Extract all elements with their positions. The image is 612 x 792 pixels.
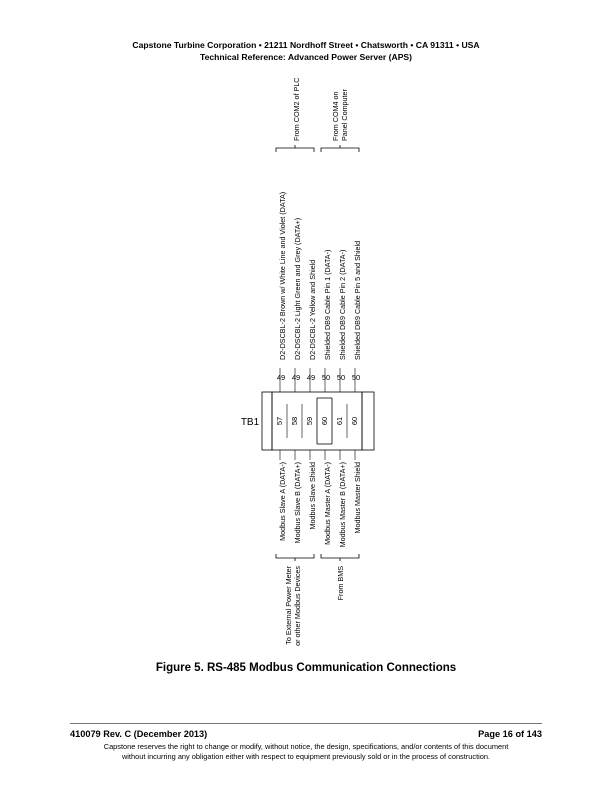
terminal-number: 58 xyxy=(290,416,299,426)
terminal-number: 59 xyxy=(305,416,314,426)
top-group-labels xyxy=(292,77,349,141)
group-label-panel-line2: Panel Computer xyxy=(340,89,349,141)
wire-label: D2-DSCBL-2 Yellow and Shield xyxy=(308,259,317,360)
group-label-bms: From BMS xyxy=(336,566,345,601)
wire-number: 49 xyxy=(276,373,286,382)
top-bracket-plc xyxy=(276,148,314,152)
wire-number: 50 xyxy=(321,373,331,382)
figure-caption: Figure 5. RS-485 Modbus Communication Connections xyxy=(155,662,457,674)
terminal-number: 57 xyxy=(275,416,284,426)
bottom-bracket-external xyxy=(276,554,314,558)
footer-divider xyxy=(70,723,542,724)
wire-number: 50 xyxy=(351,373,361,382)
footer-disclaimer-line1: Capstone reserves the right to change or modify, without notice, the design, specifications, and/or contents of this document xyxy=(103,742,509,751)
wire-numbers xyxy=(277,373,360,382)
terminal-strip-left-cap xyxy=(262,392,272,450)
wire-label: Shielded DB9 Cable Pin 2 (DATA-) xyxy=(338,249,347,360)
terminal-number: 60 xyxy=(320,416,329,426)
bottom-bracket-bms xyxy=(321,554,359,558)
terminal-number: 60 xyxy=(350,416,359,426)
wire-number: 49 xyxy=(306,373,316,382)
wire-label: Shielded DB9 Cable Pin 5 and Shield xyxy=(353,240,362,360)
bottom-wires xyxy=(280,450,355,460)
footer-document-id: 410079 Rev. C (December 2013) xyxy=(70,729,208,739)
group-label-panel-line1: From COM4 on xyxy=(331,91,340,141)
wire-label: Modbus Master A (DATA-) xyxy=(323,462,332,545)
terminal-block-label: TB1 xyxy=(240,417,260,428)
terminal-number: 61 xyxy=(335,416,344,426)
header-company-line: Capstone Turbine Corporation • 21211 Nordhoff Street • Chatsworth • CA 91311 • USA xyxy=(132,40,480,50)
wire-label: D2-DSCBL-2 Light Green and Grey (DATA+) xyxy=(293,217,302,360)
wire-label: Modbus Slave Shield xyxy=(308,462,317,530)
top-bracket-panel xyxy=(321,148,359,152)
wire-label: Modbus Slave B (DATA+) xyxy=(293,462,302,544)
terminal-strip-right-cap xyxy=(362,392,374,450)
footer-disclaimer-line2: without incurring any obligation either with respect to equipment previously sold or in the process of construction. xyxy=(121,752,491,761)
header-document-title: Technical Reference: Advanced Power Server (APS) xyxy=(199,52,413,62)
group-label-external-line2: or other Modbus Devices xyxy=(293,566,302,646)
group-label-plc: From COM2 of PLC xyxy=(292,77,301,141)
bottom-group-labels xyxy=(284,565,345,646)
wire-label: D2-DSCBL-2 Brown w/ White Line and Violet (DATA) xyxy=(278,191,287,360)
wire-label: Shielded DB9 Cable Pin 1 (DATA-) xyxy=(323,249,332,360)
bottom-wire-labels xyxy=(278,462,362,547)
wire-number: 49 xyxy=(291,373,301,382)
footer-page-number: Page 16 of 143 xyxy=(478,729,542,739)
group-label-external-line1: To External Power Meter xyxy=(284,566,293,645)
wire-label: Modbus Master B (DATA+) xyxy=(338,462,347,548)
wire-number: 50 xyxy=(336,373,346,382)
wire-label: Modbus Slave A (DATA-) xyxy=(278,462,287,541)
wire-label: Modbus Master Shield xyxy=(353,462,362,534)
top-wire-labels xyxy=(278,192,362,360)
